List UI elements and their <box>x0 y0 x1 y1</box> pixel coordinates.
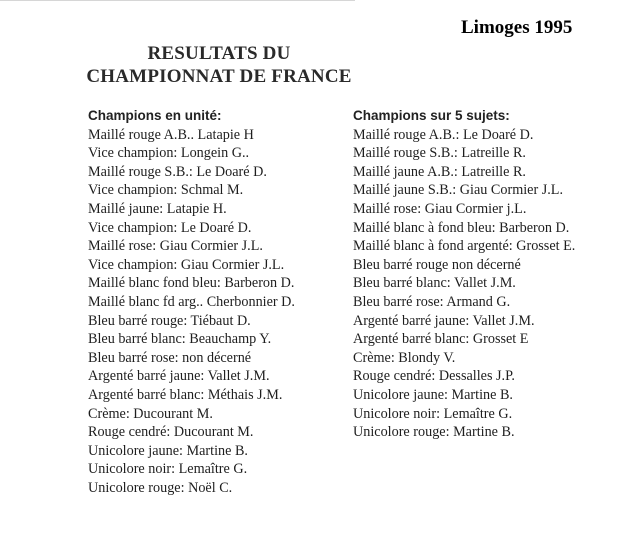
result-entry: Crème: Blondy V. <box>353 349 456 366</box>
result-entry: Unicolore jaune: Martine B. <box>353 386 513 403</box>
result-entry: Maillé blanc fond bleu: Barberon D. <box>88 275 295 292</box>
single-champions-list <box>88 107 295 497</box>
result-entry: Bleu barré rose: non décerné <box>88 349 252 366</box>
five-subject-champions-heading: Champions sur 5 sujets: <box>353 108 510 123</box>
title-line-1: RESULTATS DU <box>147 43 291 64</box>
result-entry: Vice champion: Schmal M. <box>88 182 244 199</box>
result-entry: Argenté barré jaune: Vallet J.M. <box>353 312 535 329</box>
top-divider <box>0 0 355 1</box>
result-entry: Maillé blanc à fond argenté: Grosset E. <box>353 238 576 255</box>
result-entry: Rouge cendré: Dessalles J.P. <box>353 368 515 385</box>
result-entry: Maillé blanc à fond bleu: Barberon D. <box>353 219 570 236</box>
result-entry: Unicolore jaune: Martine B. <box>88 442 248 459</box>
result-entry: Maillé jaune: Latapie H. <box>88 200 227 217</box>
result-entry: Maillé rouge S.B.: Le Doaré D. <box>88 163 267 180</box>
result-entry: Bleu barré rose: Armand G. <box>353 293 511 310</box>
result-entry: Unicolore noir: Lemaître G. <box>88 461 248 478</box>
result-entry: Bleu barré rouge non décerné <box>353 256 521 273</box>
result-entry: Unicolore rouge: Noël C. <box>88 479 233 496</box>
result-entry: Maillé rouge A.B.: Le Doaré D. <box>353 126 534 143</box>
result-entry: Bleu barré blanc: Vallet J.M. <box>353 275 516 292</box>
result-entry: Argenté barré blanc: Grosset E <box>353 331 529 348</box>
result-entry: Vice champion: Giau Cormier J.L. <box>88 256 285 273</box>
result-entry: Maillé rouge S.B.: Latreille R. <box>353 145 526 162</box>
result-entry: Rouge cendré: Ducourant M. <box>88 424 254 441</box>
result-entry: Argenté barré blanc: Méthais J.M. <box>88 386 283 403</box>
result-entry: Maillé jaune A.B.: Latreille R. <box>353 163 526 180</box>
result-entry: Vice champion: Le Doaré D. <box>88 219 252 236</box>
result-entry: Bleu barré rouge: Tiébaut D. <box>88 312 251 329</box>
title-line-2: CHAMPIONNAT DE FRANCE <box>86 66 352 87</box>
result-entry: Maillé jaune S.B.: Giau Cormier J.L. <box>353 182 564 199</box>
result-entry: Maillé rose: Giau Cormier J.L. <box>88 238 263 255</box>
result-entry: Crème: Ducourant M. <box>88 405 213 422</box>
result-entry: Vice champion: Longein G.. <box>88 145 250 162</box>
result-entry: Bleu barré blanc: Beauchamp Y. <box>88 331 272 348</box>
five-subject-champions-list <box>353 107 575 442</box>
page-title <box>74 42 364 88</box>
result-entry: Maillé blanc fd arg.. Cherbonnier D. <box>88 293 295 310</box>
result-entry: Unicolore noir: Lemaître G. <box>353 405 513 422</box>
result-entry: Argenté barré jaune: Vallet J.M. <box>88 368 270 385</box>
result-entry: Unicolore rouge: Martine B. <box>353 424 515 441</box>
result-entry: Maillé rose: Giau Cormier j.L. <box>353 200 527 217</box>
location-year-label: Limoges 1995 <box>461 17 573 38</box>
single-champions-heading: Champions en unité: <box>88 108 222 123</box>
result-entry: Maillé rouge A.B.. Latapie H <box>88 126 254 143</box>
